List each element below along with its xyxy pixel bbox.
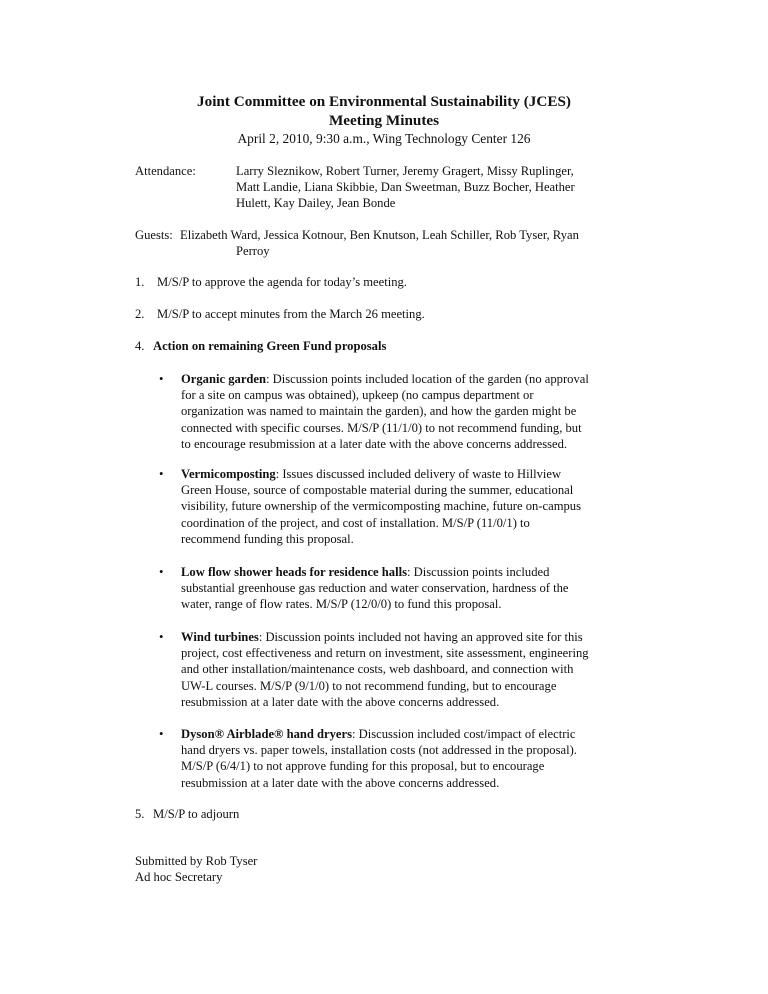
item-number: 2. [135,307,145,321]
proposal-name: Low flow shower heads for residence halls [181,565,407,579]
agenda-item-text: M/S/P to approve the agenda for today’s meeting. [157,275,407,289]
proposal-text: hand dryers vs. paper towels, installation costs (not addressed in the proposal). [181,743,577,758]
bullet-icon: • [159,727,164,741]
proposal-text: organization was named to maintain the garden), and how the garden might be [181,404,577,419]
bullet-icon: • [159,630,164,644]
proposal-text: project, cost effectiveness and return on investment, site assessment, engineering [181,646,589,661]
attendance-line: Larry Sleznikow, Robert Turner, Jeremy Gragert, Missy Ruplinger, [236,164,574,178]
attendance-line: Matt Landie, Liana Skibbie, Dan Sweetman, Buzz Bocher, Heather [236,180,575,195]
proposal-text: UW-L courses. M/S/P (9/1/0) to not recommend funding, but to encourage [181,678,557,693]
proposal-vermicomposting [181,466,581,547]
attendance-label: Attendance: [135,164,196,178]
meeting-date-line: April 2, 2010, 9:30 a.m., Wing Technology Center 126 [237,131,531,146]
proposal-organic-garden [181,371,589,452]
item-number: 4. [135,339,145,353]
agenda-item-text: M/S/P to accept minutes from the March 26 meeting. [157,307,425,321]
document-title: Joint Committee on Environmental Sustainability (JCES) [197,93,571,110]
proposal-text: recommend funding this proposal. [181,531,354,546]
proposal-text: : Discussion points included location of the garden (no approval [266,372,589,386]
proposal-text: Green House, source of compostable material during the summer, educational [181,483,574,498]
proposal-dyson-hand-dryers [181,726,577,791]
proposal-text: substantial greenhouse gas reduction and water conservation, hardness of the [181,581,569,596]
agenda-item-text: M/S/P to adjourn [153,807,240,821]
proposal-name: Organic garden [181,372,267,386]
proposal-name: Vermicomposting [181,467,276,481]
proposal-text: and other installation/maintenance costs, web dashboard, and connection with [181,662,574,677]
attendance-line: Hulett, Kay Dailey, Jean Bonde [236,196,396,211]
proposal-text: : Discussion points included [407,565,550,579]
item-number: 1. [135,275,145,289]
proposal-text: : Discussion included cost/impact of electric [352,727,576,741]
proposal-text: : Issues discussed included delivery of waste to Hillview [275,467,562,481]
proposal-name: Dyson® Airblade® hand dryers [181,727,353,741]
proposal-text: coordination of the project, and cost of installation. M/S/P (11/0/1) to [181,515,530,530]
attendance-list [236,163,575,212]
bullet-icon: • [159,372,164,386]
bullet-icon: • [159,565,164,579]
document-subtitle: Meeting Minutes [328,112,440,129]
proposal-text: to encourage resubmission at a later date with the above concerns addressed. [181,436,568,451]
proposal-text: connected with specific courses. M/S/P (11/1/0) to not recommend funding, but [181,420,582,435]
submitted-by: Submitted by Rob Tyser [135,854,258,868]
proposal-name: Wind turbines [181,630,259,644]
proposal-text: for a site on campus was obtained), upkeep (no campus department or [181,388,534,403]
proposal-wind-turbines [181,629,589,710]
proposal-text: : Discussion points included not having an approved site for this [258,630,583,644]
proposal-low-flow-shower-heads [181,564,569,613]
item-number: 5. [135,807,145,821]
agenda-item-heading: Action on remaining Green Fund proposals [153,339,387,353]
bullet-icon: • [159,467,164,481]
proposal-text: water, range of flow rates. M/S/P (12/0/0) to fund this proposal. [181,597,502,612]
proposal-text: M/S/P (6/4/1) to not approve funding for this proposal, but to encourage [181,759,545,774]
proposal-text: resubmission at a later date with the above concerns addressed. [181,694,500,709]
guests-line: Elizabeth Ward, Jessica Kotnour, Ben Knutson, Leah Schiller, Rob Tyser, Ryan [180,228,579,242]
guests-line: Perroy [236,244,270,258]
secretary-role: Ad hoc Secretary [135,870,223,884]
proposal-text: resubmission at a later date with the above concerns addressed. [181,775,500,790]
proposal-text: visibility, future ownership of the vermicomposting machine, future on-campus [181,499,581,514]
guests-label: Guests: [135,228,173,242]
